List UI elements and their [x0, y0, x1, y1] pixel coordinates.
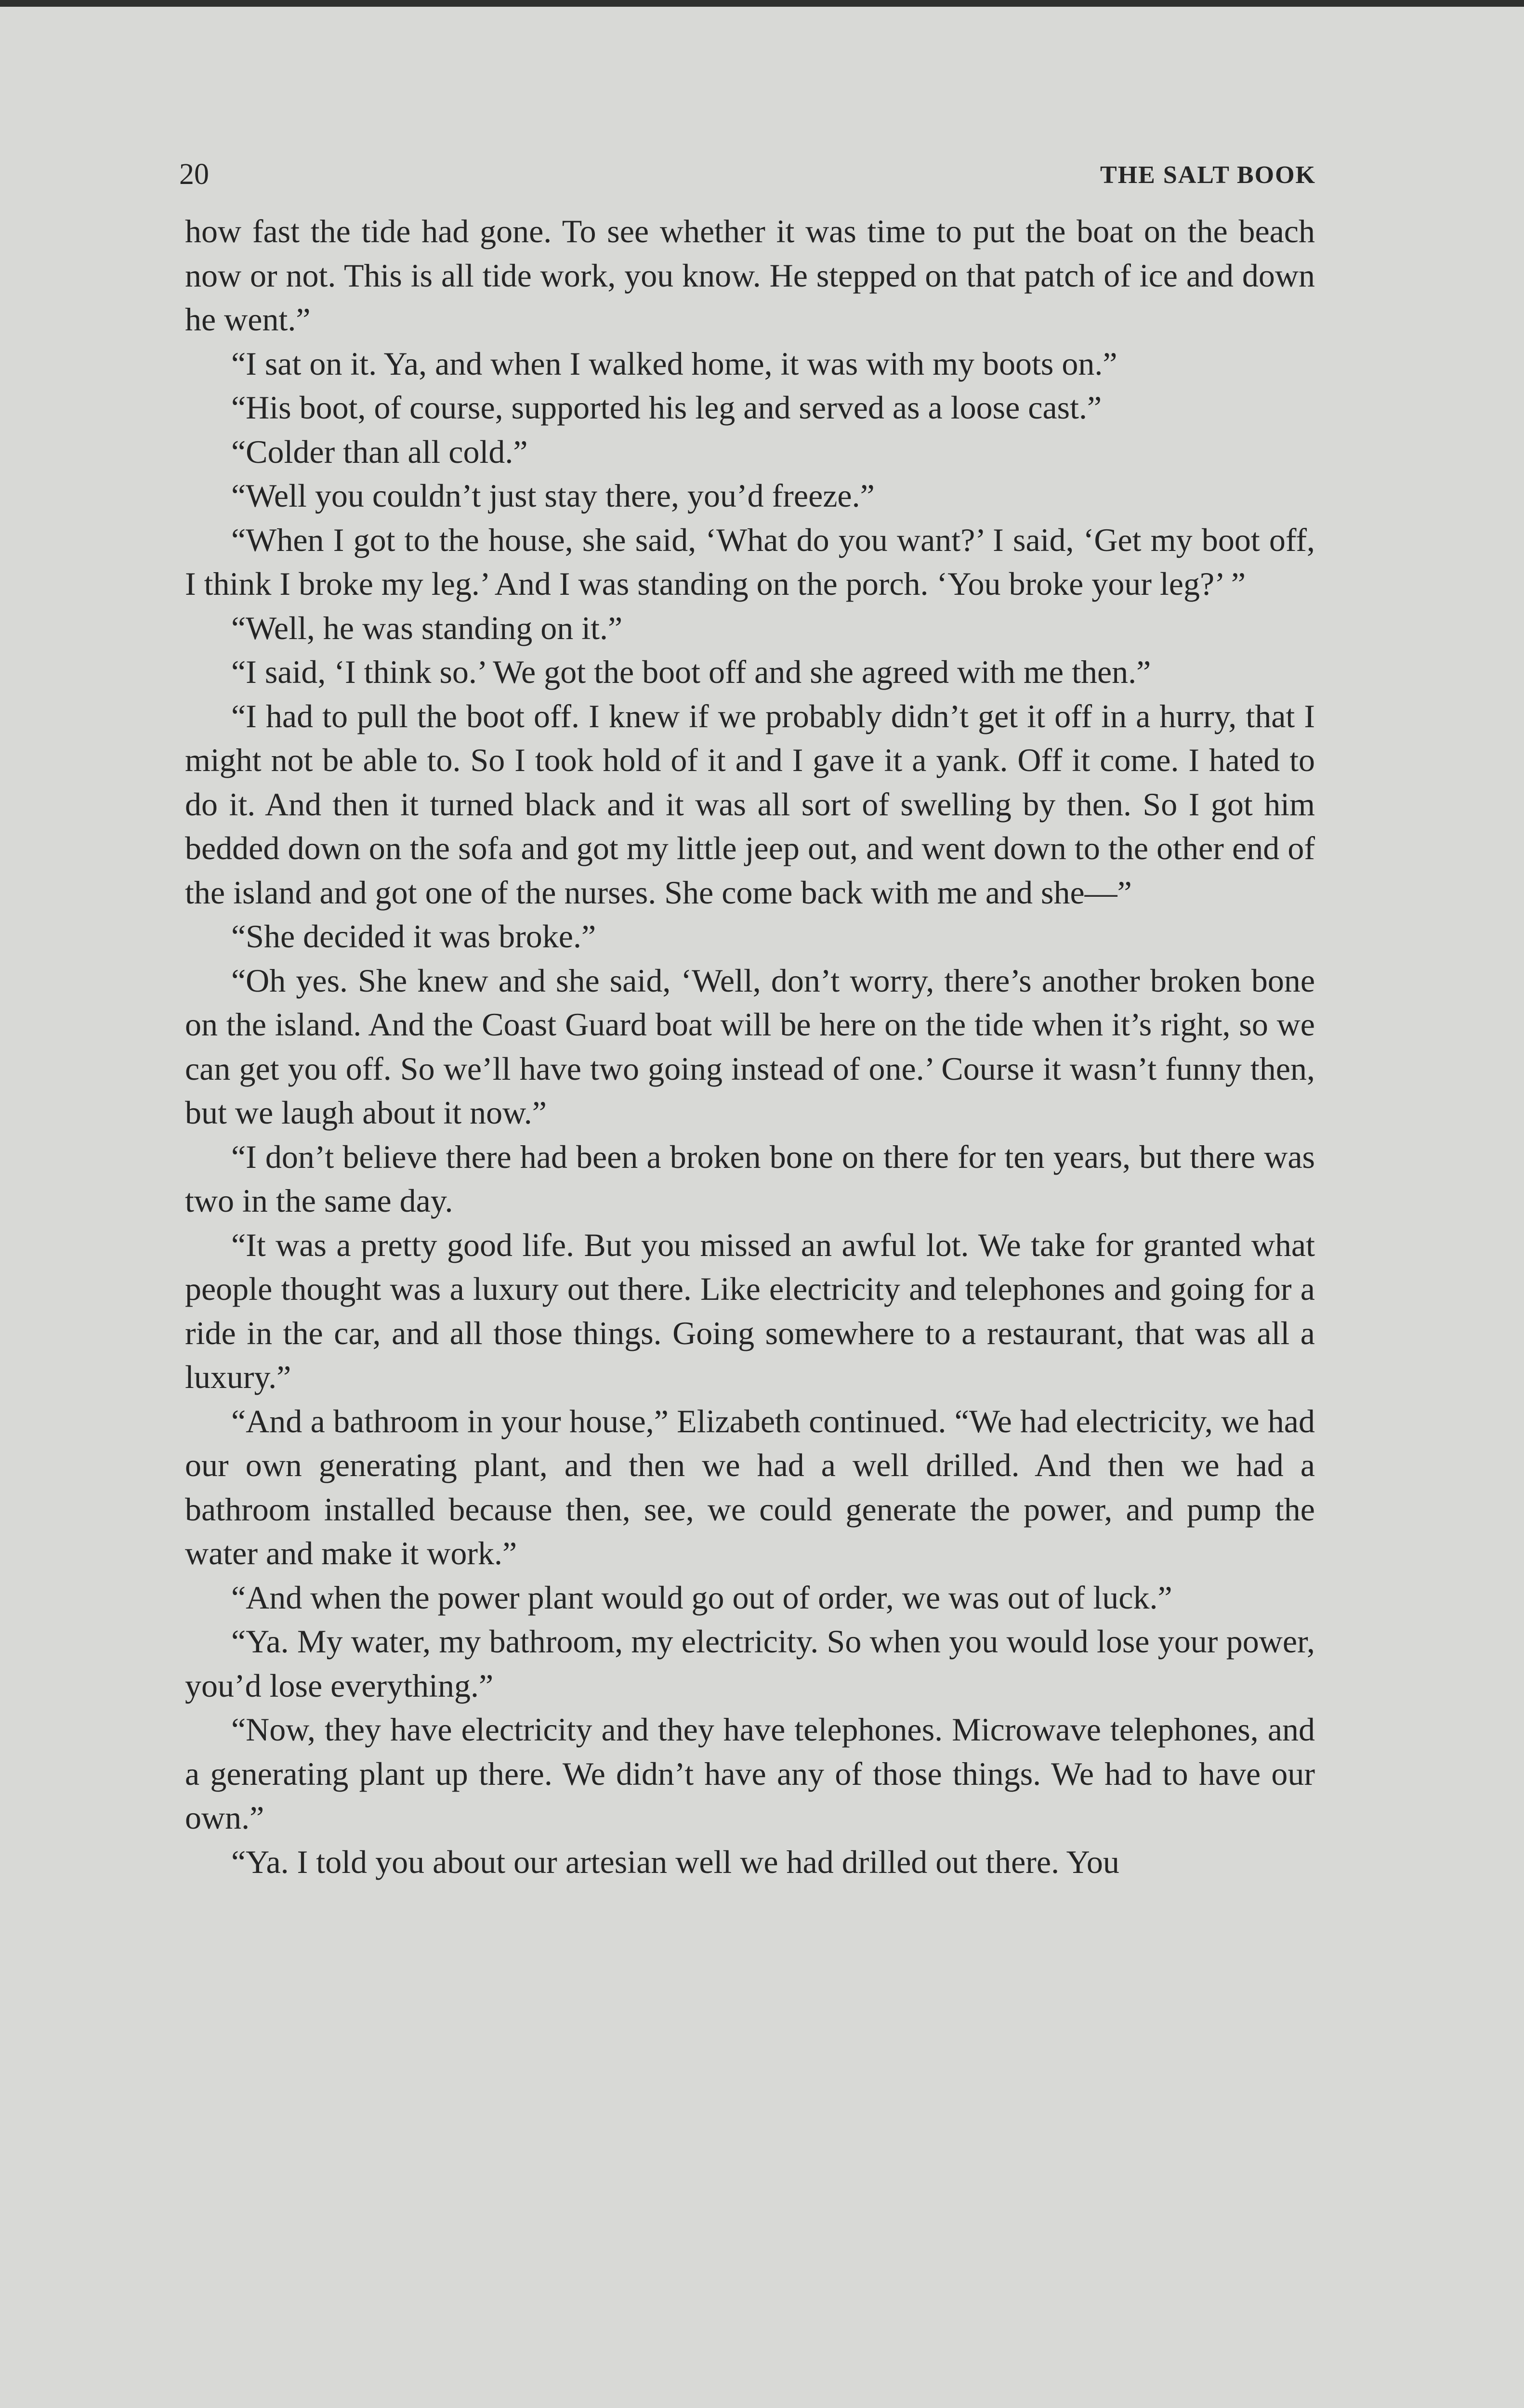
paragraph: “Ya. My water, my bathroom, my electricity. So when you would lose your power, you’d lose everything.”	[185, 1623, 1315, 1704]
paragraph: “And when the power plant would go out of order, we was out of luck.”	[231, 1579, 1172, 1616]
paragraph: “I had to pull the boot off. I knew if we probably didn’t get it off in a hurry, that I might not be able to. So I took hold of it and I gave it a yank. Off it come. I hated to do it. And then it turned black and it was all sort of swelling by then. So I got him bedded down on the sofa and got my little jeep out, and went down to the other end of the island and got one of the nurses. She come back with me and she—”	[185, 697, 1315, 911]
page-number: 20	[179, 158, 209, 191]
paragraph: “When I got to the house, she said, ‘What do you want?’ I said, ‘Get my boot off, I think I broke my leg.’ And I was standing on the porch. ‘You broke your leg?’ ”	[185, 521, 1315, 602]
paragraph: “Well you couldn’t just stay there, you’d freeze.”	[231, 477, 875, 514]
paragraph: “Oh yes. She knew and she said, ‘Well, don’t worry, there’s another broken bone on the island. And the Coast Guard boat will be here on the tide when it’s right, so we can get you off. So we’ll have two going instead of one.’ Course it wasn’t funny then, but we laugh about it now.”	[185, 962, 1315, 1131]
paragraph: how fast the tide had gone. To see whether it was time to put the boat on the beach now or not. This is all tide work, you know. He stepped on that patch of ice and down he went.”	[185, 213, 1315, 338]
paragraph: “I sat on it. Ya, and when I walked home, it was with my boots on.”	[231, 345, 1117, 382]
paragraph: “Now, they have electricity and they have telephones. Microwave telephones, and a generating plant up there. We didn’t have any of those things. We had to have our own.”	[185, 1711, 1315, 1836]
paragraph: “Ya. I told you about our artesian well we had drilled out there. You	[231, 1843, 1119, 1880]
scan-top-edge	[0, 0, 1524, 7]
body-text	[185, 209, 1315, 1884]
paragraph: “His boot, of course, supported his leg and served as a loose cast.”	[231, 389, 1102, 426]
paragraph: “She decided it was broke.”	[231, 918, 596, 955]
running-title: THE SALT BOOK	[1100, 161, 1316, 189]
paragraph: “It was a pretty good life. But you missed an awful lot. We take for granted what people thought was a luxury out there. Like electricity and telephones and going for a ride in the car, and all those things. Going somewhere to a restaurant, that was all a luxury.”	[185, 1226, 1315, 1395]
page-header	[179, 155, 1316, 194]
paragraph: “Colder than all cold.”	[231, 433, 528, 470]
paragraph: “I don’t believe there had been a broken bone on there for ten years, but there was two in the same day.	[185, 1138, 1315, 1219]
paragraph: “I said, ‘I think so.’ We got the boot off and she agreed with me then.”	[231, 654, 1151, 690]
paragraph: “And a bathroom in your house,” Elizabeth continued. “We had electricity, we had our own generating plant, and then we had a well drilled. And then we had a bathroom installed because then, see, we could generate the power, and pump the water and make it work.”	[185, 1402, 1315, 1571]
paragraph: “Well, he was standing on it.”	[231, 609, 623, 646]
